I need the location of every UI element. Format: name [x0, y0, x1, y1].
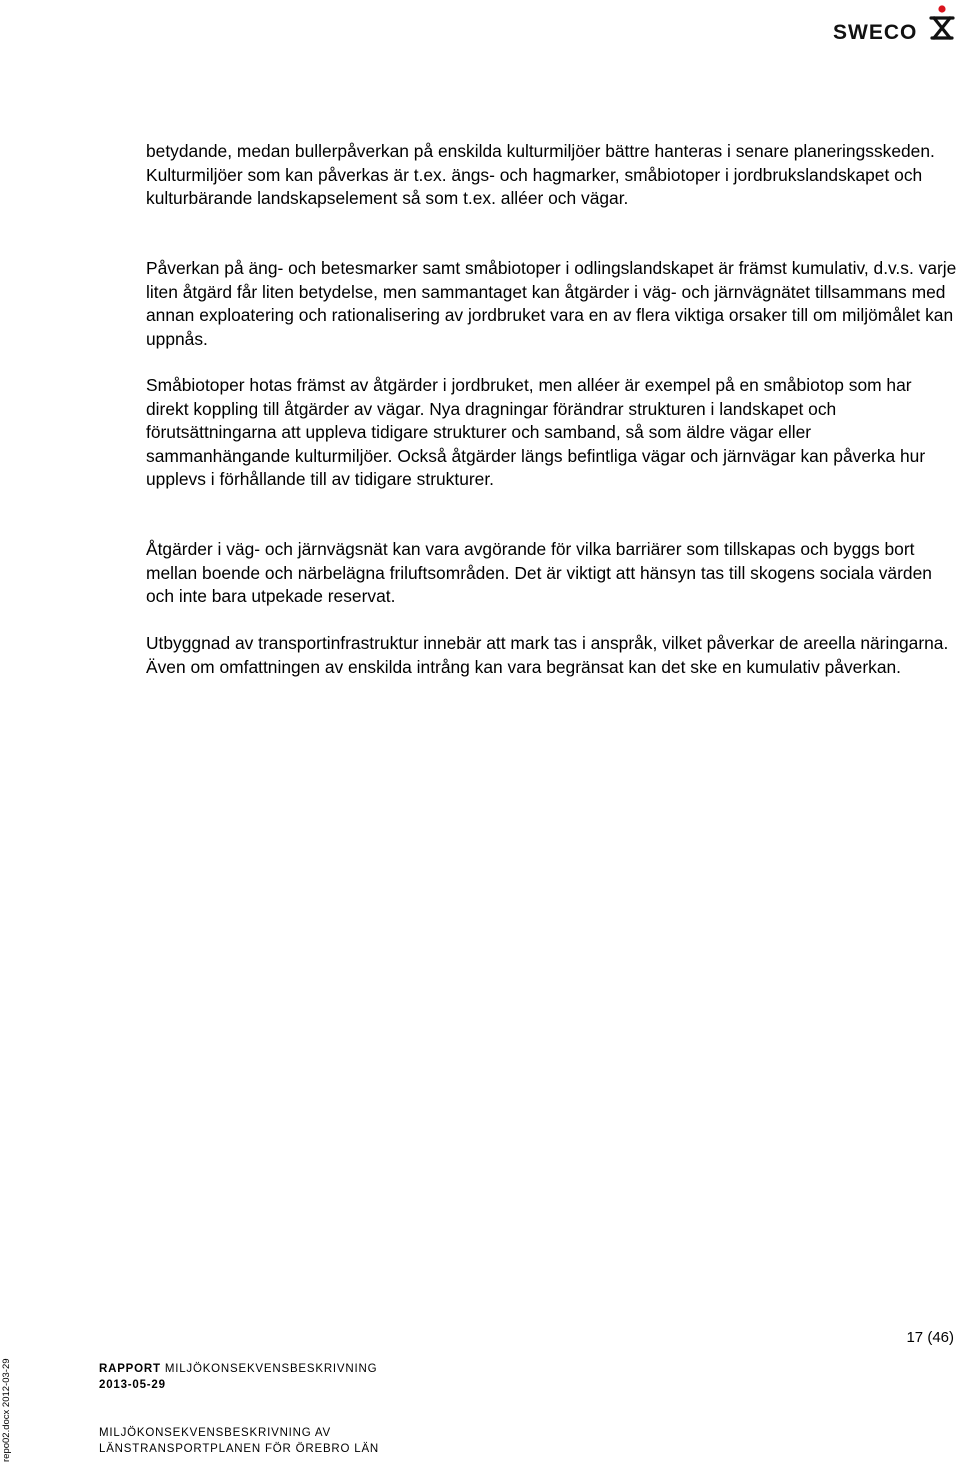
page-footer — [99, 1361, 379, 1457]
page-number: 17 (46) — [906, 1329, 954, 1346]
footer-report-label: RAPPORT — [99, 1363, 161, 1375]
paragraph-1: betydande, medan bullerpåverkan på enskilda kulturmiljöer bättre hanteras i senare planeringsskeden. Kulturmiljöer som kan påverkas är t.ex. ängs- och hagmarker, småbiotoper i jordbrukslandskapet och kulturbärande landskapselement så som t.ex. alléer och vägar. — [146, 141, 935, 208]
footer-date: 2013-05-29 — [99, 1379, 166, 1391]
footer-report-title: MILJÖKONSEKVENSBESKRIVNING — [164, 1363, 378, 1375]
logo-text: SWECO — [833, 21, 918, 44]
paragraph-3: Småbiotoper hotas främst av åtgärder i jordbruket, men alléer är exempel på en småbiotop som har direkt koppling till åtgärder av vägar. Nya dragningar förändrar strukturen i landskapet och förutsättningarna att uppleva tidigare strukturer och samband, så som äldre vägar eller sammanhängande kulturmiljöer. Också åtgärder längs befintliga vägar och järnvägar kan påverka hur upplevs i förhållande till av tidigare strukturer. — [146, 375, 926, 489]
footer-spacer — [99, 1393, 379, 1425]
sweco-logo — [833, 4, 957, 46]
footer-doc-title-1: MILJÖKONSEKVENSBESKRIVNING AV — [99, 1427, 331, 1439]
paragraph-4: Åtgärder i väg- och järnvägsnät kan vara avgörande för vilka barriärer som tillskapas och byggs bort mellan boende och närbelägna friluftsområden. Det är viktigt att hänsyn tas till skogens sociala värden och inte bara utpekade reservat. — [146, 539, 932, 606]
footer-report-line — [99, 1361, 379, 1377]
template-label: repo02.docx 2012-03-29 — [1, 1358, 12, 1462]
paragraph-5: Utbyggnad av transportinfrastruktur innebär att mark tas i anspråk, vilket påverkar de areella näringarna. Även om omfattningen av enskilda intrång kan vara begränsat kan det ske en kumulativ påverkan. — [146, 633, 949, 677]
sweco-symbol-icon — [926, 4, 958, 44]
footer-doc-title-2: LÄNSTRANSPORTPLANEN FÖR ÖREBRO LÄN — [99, 1443, 380, 1455]
paragraph-2: Påverkan på äng- och betesmarker samt småbiotoper i odlingslandskapet är främst kumulativ, d.v.s. varje liten åtgärd får liten betydelse, men sammantaget kan åtgärder i väg- och järnvägnätet tillsammans med annan exploatering och rationalisering av jordbruket vara en av flera viktiga orsaker till om miljömålet kan uppnås. — [146, 258, 957, 349]
